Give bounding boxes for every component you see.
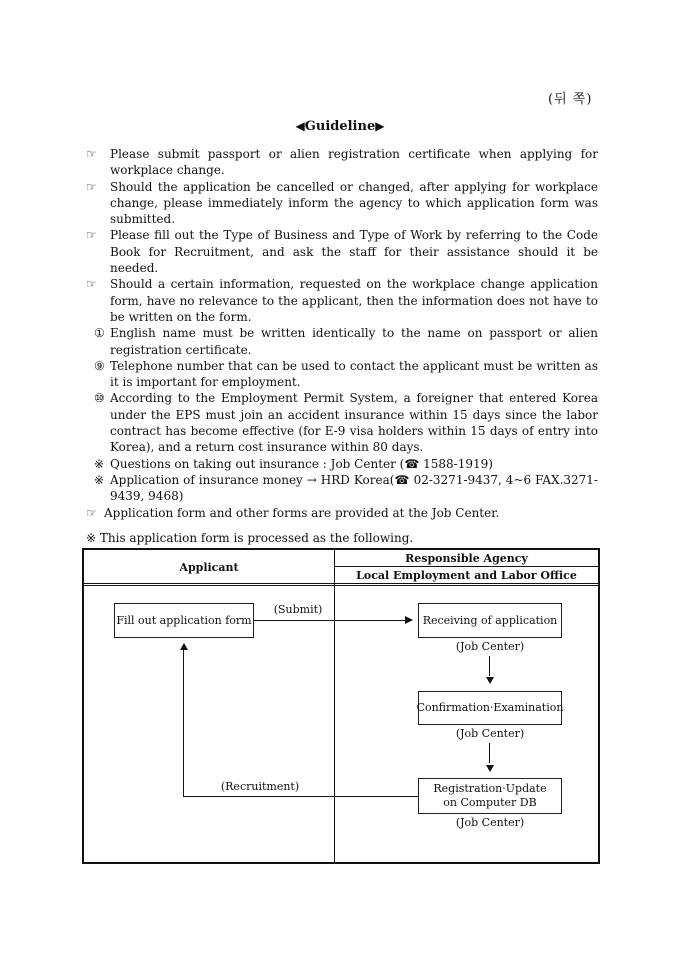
- forms-note: [86, 505, 598, 521]
- job-center-caption: (Job Center): [455, 727, 525, 740]
- guideline-text: Please fill out the Type of Business and Type of Work by referring to the Code Book for Recruitment, and ask the staff for their assistance should it be needed.: [110, 228, 598, 276]
- pointing-hand-icon: ☞: [86, 228, 97, 243]
- recruitment-return-line: [183, 650, 184, 797]
- numbered-note-text: Telephone number that can be used to contact the applicant must be written as it is important for employment.: [110, 358, 598, 390]
- pointing-hand-icon: ☞: [86, 505, 97, 520]
- arrow-down-icon: [486, 677, 494, 684]
- arrow-down-icon: [486, 765, 494, 772]
- guideline-text: Should the application be cancelled or changed, after applying for workplace change, please immediately inform the agency to which application form was submitted.: [110, 179, 598, 227]
- circled-number-10-icon: ⑩: [94, 391, 105, 406]
- left-triangle-icon: ◀: [295, 119, 305, 133]
- header-bottom-line-2: [83, 585, 599, 586]
- insurance-note: [86, 472, 598, 505]
- flow-line-2: [489, 743, 490, 763]
- processed-note: ※ This application form is processed as the following.: [86, 531, 414, 545]
- header-applicant: Applicant: [179, 560, 239, 574]
- guideline-list: [86, 146, 598, 521]
- header-responsible-agency: Responsible Agency: [405, 551, 528, 565]
- numbered-note-text: English name must be written identically to the name on passport or alien registration certificate.: [110, 326, 598, 357]
- right-triangle-icon: ▶: [375, 119, 385, 133]
- numbered-note: [86, 358, 598, 391]
- reference-mark-icon: ※: [94, 472, 105, 487]
- page-side-label: (뒤 쪽): [548, 92, 593, 107]
- registration-update-box: Registration·Update on Computer DB: [418, 778, 562, 814]
- reference-mark-icon: ※: [94, 456, 105, 471]
- guideline-text: Please submit passport or alien registration certificate when applying for workplace change.: [110, 147, 598, 178]
- guideline-title-text: Guideline: [304, 119, 376, 134]
- pointing-hand-icon: ☞: [86, 179, 97, 194]
- guideline-title: [0, 119, 680, 134]
- insurance-note: [86, 456, 598, 472]
- recruitment-line: [183, 796, 418, 797]
- confirmation-examination-box: Confirmation·Examination: [418, 691, 562, 725]
- guideline-item: [86, 276, 598, 325]
- column-divider: [334, 549, 335, 863]
- header-divider-right: [335, 566, 599, 567]
- flow-line-1: [489, 656, 490, 676]
- recruitment-label: (Recruitment): [220, 780, 300, 793]
- arrow-up-icon: [180, 643, 188, 650]
- insurance-note-text: Application of insurance money → HRD Korea(☎ 02-3271-9437, 4~6 FAX.3271-9439, 9468): [110, 472, 598, 504]
- job-center-caption: (Job Center): [455, 640, 525, 653]
- submit-label: (Submit): [273, 603, 323, 616]
- insurance-note-text: Questions on taking out insurance : Job Center (☎ 1588-1919): [110, 456, 493, 471]
- header-local-office: Local Employment and Labor Office: [356, 569, 577, 582]
- receiving-application-box: Receiving of application: [418, 603, 562, 638]
- job-center-caption: (Job Center): [455, 816, 525, 829]
- circled-number-9-icon: ⑨: [94, 358, 105, 373]
- header-bottom-line-1: [83, 583, 599, 584]
- numbered-note-text: According to the Employment Permit System, a foreigner that entered Korea under the EPS must join an accident insurance within 15 days since the labor contract has become effective (for E-9 visa holders within 15 days of entry into Korea), and a return cost insurance within 80 days.: [110, 391, 598, 455]
- arrow-right-icon: [405, 616, 413, 624]
- guideline-item: [86, 146, 598, 179]
- numbered-note: [86, 325, 598, 358]
- guideline-item: [86, 227, 598, 276]
- pointing-hand-icon: ☞: [86, 277, 97, 292]
- numbered-note: [86, 390, 598, 455]
- fill-out-form-box: Fill out application form: [114, 603, 254, 638]
- pointing-hand-icon: ☞: [86, 147, 97, 161]
- forms-note-text: Application form and other forms are provided at the Job Center.: [104, 505, 500, 520]
- circled-number-1-icon: ①: [94, 326, 105, 341]
- guideline-text: Should a certain information, requested on the workplace change application form, have no relevance to the applicant, then the information does not have to be written on the form.: [110, 277, 598, 324]
- submit-arrow-line: [254, 620, 406, 621]
- guideline-item: [86, 179, 598, 228]
